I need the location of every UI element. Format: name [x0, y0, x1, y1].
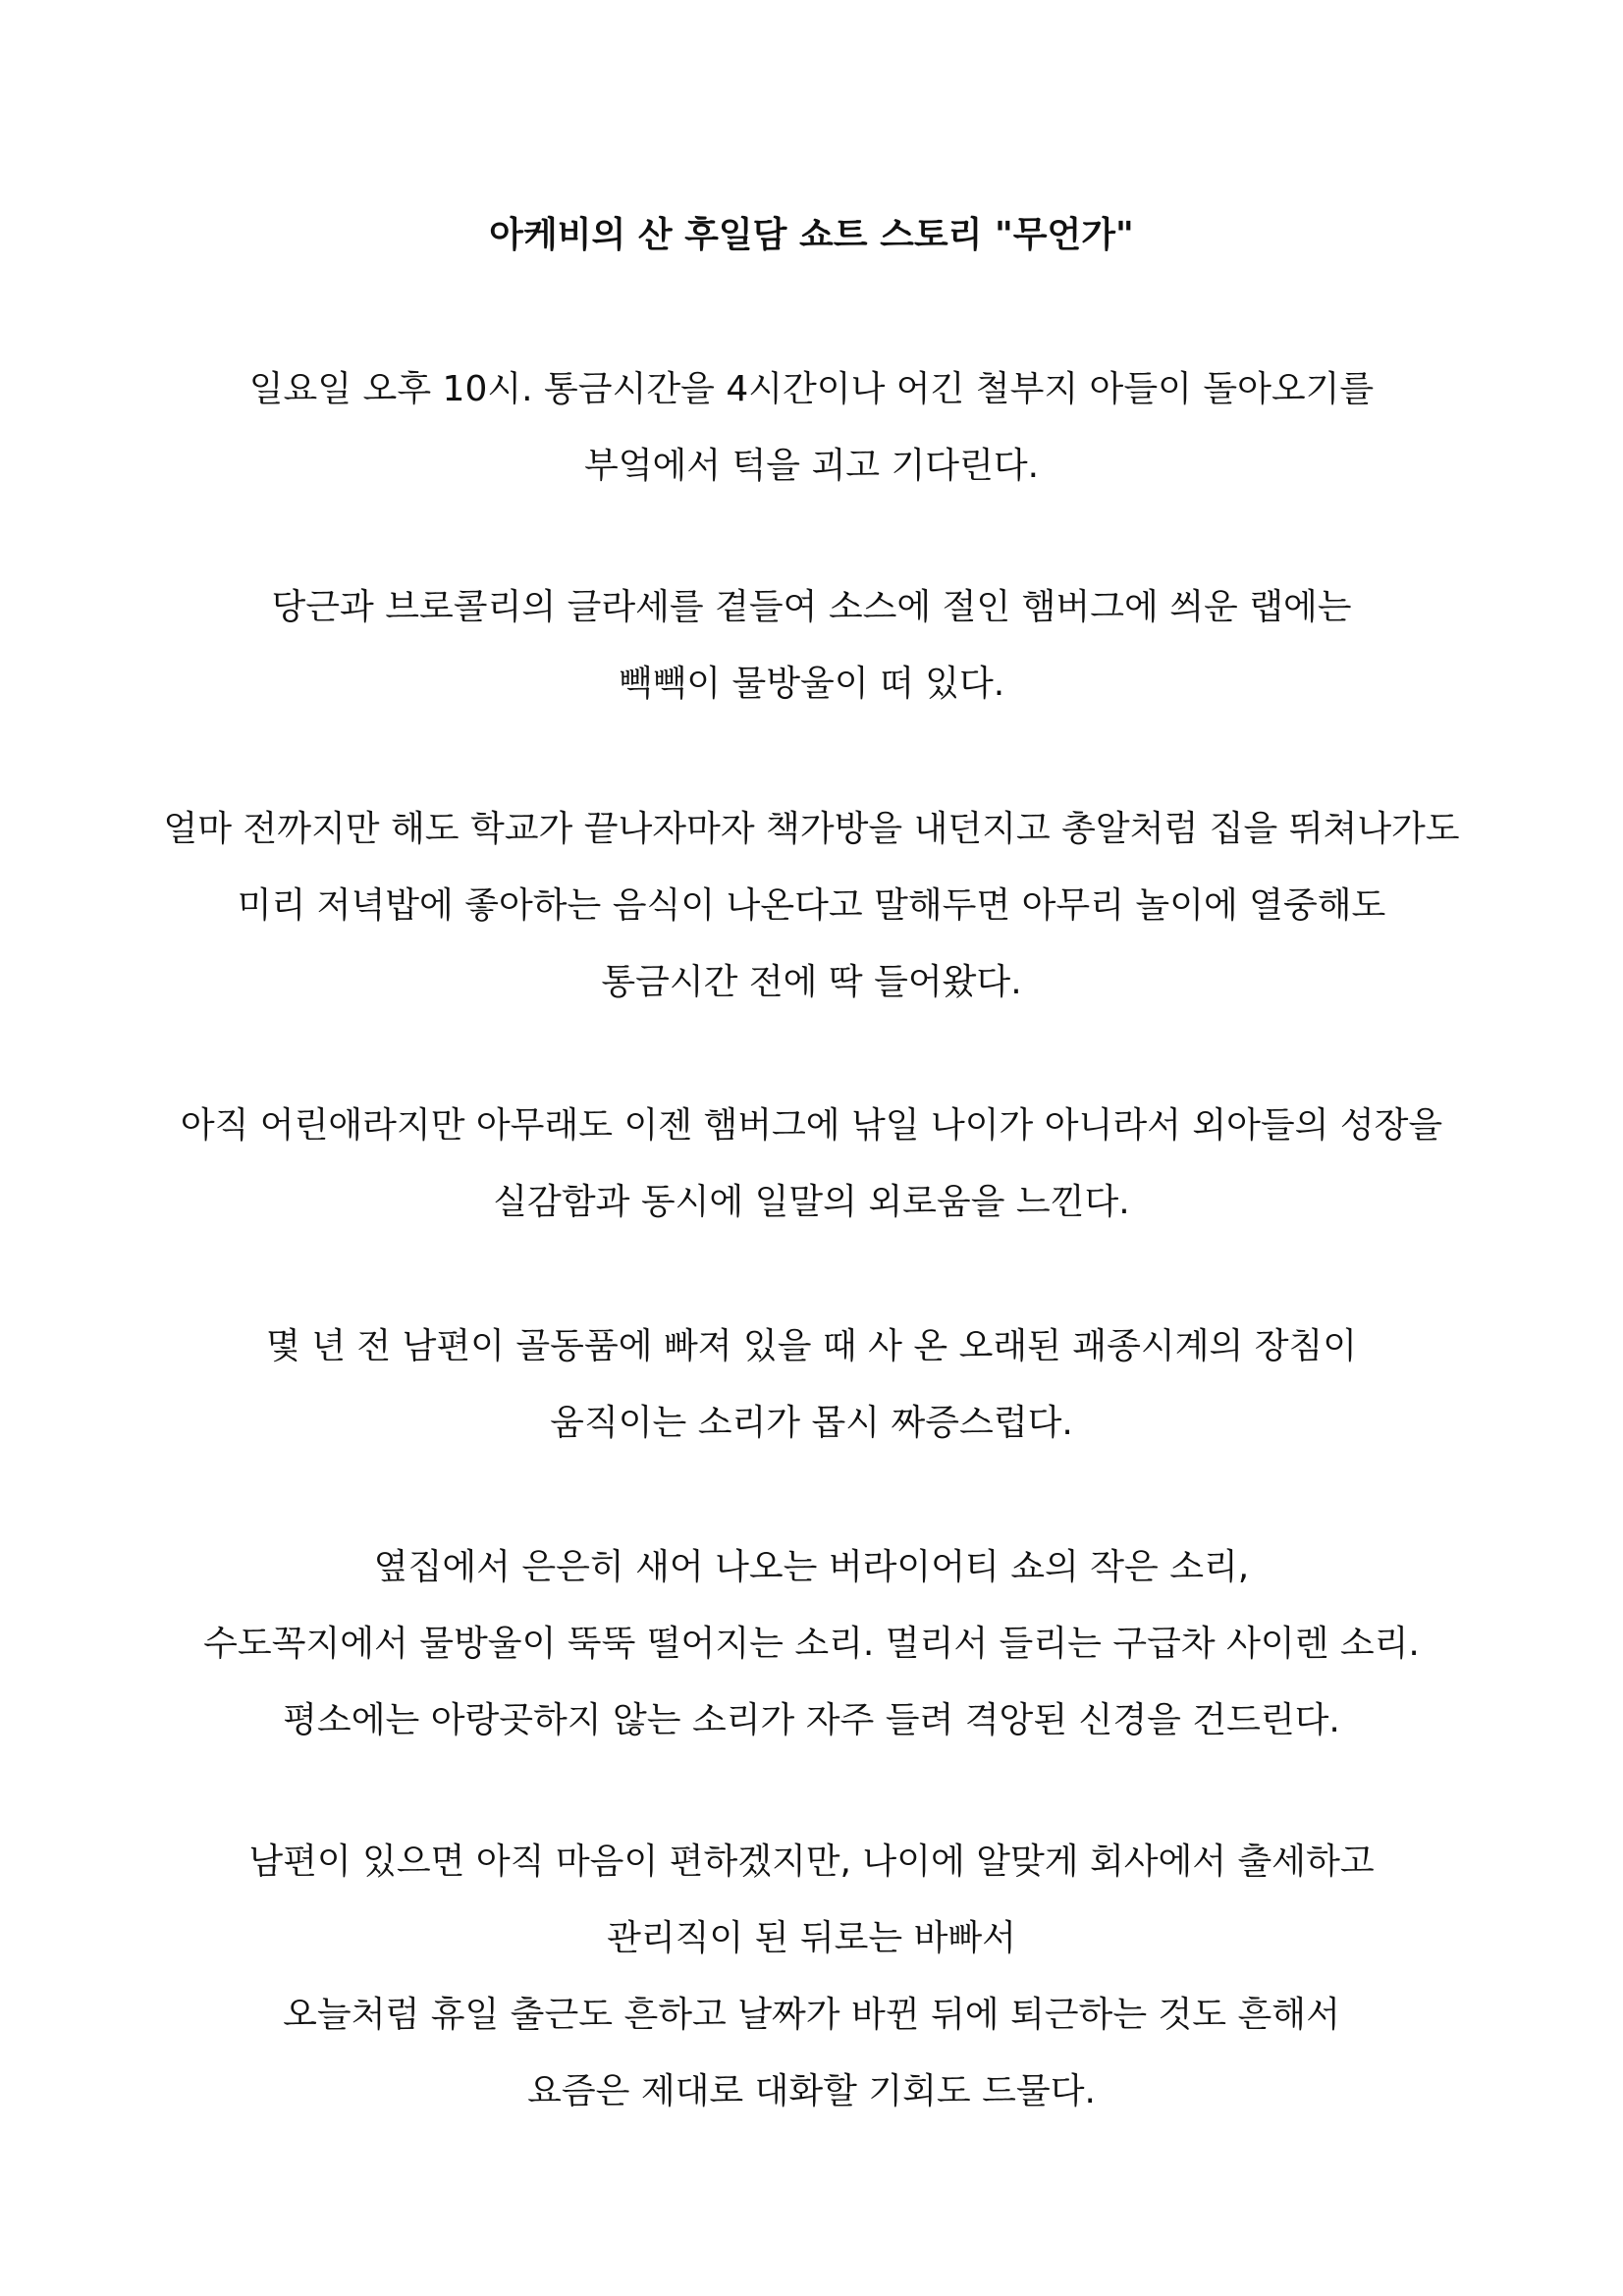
text-line: 몇 년 전 남편이 골동품에 빠져 있을 때 사 온 오래된 괘종시계의 장침이 [265, 1326, 1358, 1366]
text-line: 미리 저녁밥에 좋아하는 음식이 나온다고 말해두면 아무리 놀이에 열중해도 [237, 885, 1386, 926]
text-line: 얼마 전까지만 해도 학교가 끝나자마자 책가방을 내던지고 총알처럼 집을 뛰쳐나가도 [163, 809, 1460, 849]
text-line: 남편이 있으면 아직 마음이 편하겠지만, 나이에 알맞게 회사에서 출세하고 [248, 1842, 1375, 1882]
text-line: 당근과 브로콜리의 글라세를 곁들여 소스에 절인 햄버그에 씌운 랩에는 [271, 587, 1352, 627]
paragraph-6 [39, 1529, 1584, 1759]
paragraph-4 [39, 1088, 1584, 1241]
text-line: 관리직이 된 뒤로는 바빠서 [607, 1918, 1016, 1958]
text-line: 평소에는 아랑곳하지 않는 소리가 자주 들려 격앙된 신경을 건드린다. [283, 1700, 1340, 1740]
text-line: 실감함과 동시에 일말의 외로움을 느낀다. [493, 1182, 1130, 1222]
text-line: 부엌에서 턱을 괴고 기다린다. [583, 446, 1040, 486]
paragraph-1 [39, 351, 1584, 505]
text-line: 수도꼭지에서 물방울이 뚝뚝 떨어지는 소리. 멀리서 들리는 구급차 사이렌 소리. [203, 1624, 1420, 1664]
text-line: 요즘은 제대로 대화할 기회도 드물다. [527, 2071, 1096, 2111]
story-title: 아케비의 산 후일담 쇼트 스토리 "무언가" [489, 215, 1134, 255]
text-line: 빽빽이 물방울이 떠 있다. [618, 664, 1005, 704]
paragraph-2 [39, 569, 1584, 722]
text-line: 옆집에서 은은히 새어 나오는 버라이어티 쇼의 작은 소리, [373, 1547, 1250, 1587]
text-line: 일요일 오후 10시. 통금시간을 4시간이나 어긴 철부지 아들이 돌아오기를 [248, 369, 1375, 409]
text-line: 통금시간 전에 딱 들어왔다. [601, 962, 1022, 1002]
text-line: 움직이는 소리가 몹시 짜증스럽다. [550, 1403, 1073, 1443]
text-line: 아직 어린애라지만 아무래도 이젠 햄버그에 낚일 나이가 아니라서 외아들의 성장을 [180, 1105, 1443, 1146]
text-line: 오늘처럼 휴일 출근도 흔하고 날짜가 바뀐 뒤에 퇴근하는 것도 흔해서 [283, 1995, 1340, 2035]
paragraph-5 [39, 1308, 1584, 1462]
paragraph-3 [39, 791, 1584, 1021]
paragraph-7 [39, 1824, 1584, 2130]
